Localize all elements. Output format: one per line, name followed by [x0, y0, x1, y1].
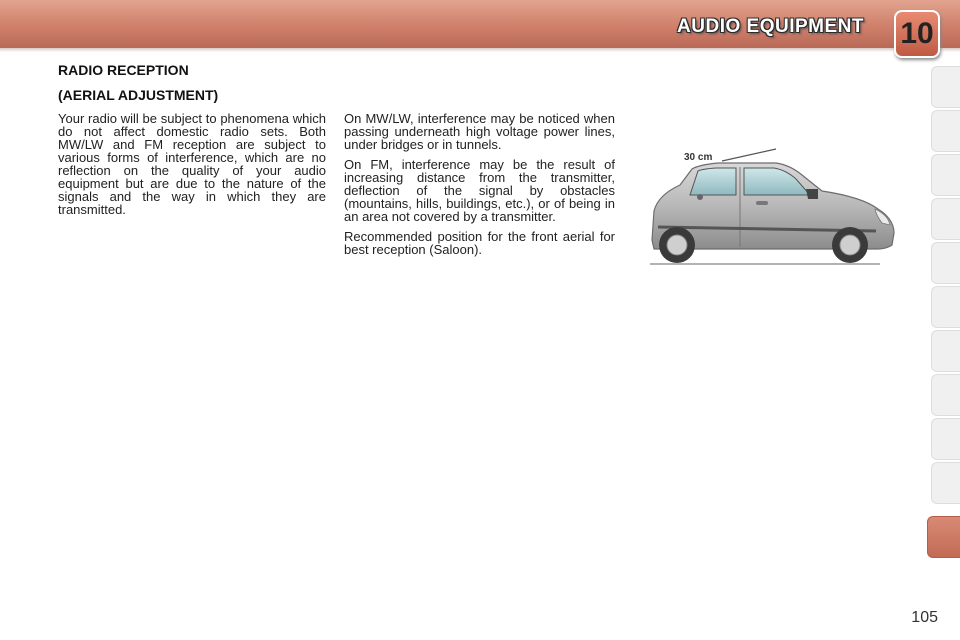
side-tab[interactable] [931, 286, 960, 328]
right-paragraph-recommended: Recommended position for the front aerial for best reception (Saloon). [344, 229, 615, 257]
side-tab[interactable] [931, 198, 960, 240]
side-tab[interactable] [931, 330, 960, 372]
header-shadow [0, 48, 960, 52]
side-tab-active[interactable] [927, 516, 960, 558]
right-paragraph-mwlw: On MW/LW, interference may be noticed when passing underneath high voltage power lines, under bridges or in tunnels. [344, 111, 615, 152]
side-tab[interactable] [931, 242, 960, 284]
section-subtitle: (AERIAL ADJUSTMENT) [58, 87, 219, 103]
aerial-length-label: 30 cm [684, 152, 713, 163]
side-tab[interactable] [931, 110, 960, 152]
chapter-title: AUDIO EQUIPMENT [677, 16, 864, 37]
side-tab[interactable] [931, 462, 960, 504]
chapter-side-tabs [926, 66, 960, 576]
side-tab[interactable] [931, 66, 960, 108]
car-icon [640, 145, 900, 270]
page-number: 105 [911, 609, 938, 626]
chapter-number-badge: 10 [894, 10, 940, 58]
section-title: RADIO RECEPTION [58, 62, 189, 78]
side-tab[interactable] [931, 374, 960, 416]
car-aerial-illustration [640, 145, 900, 270]
side-tab[interactable] [931, 154, 960, 196]
side-tab[interactable] [931, 418, 960, 460]
left-column [58, 112, 326, 223]
right-column [344, 112, 615, 263]
right-paragraph-fm: On FM, interference may be the result of increasing distance from the transmitter, deflection of the signal by obstacles (mountains, hills, buildings, etc.), or of being in an area not covered by a transmitter. [344, 157, 615, 224]
left-paragraph: Your radio will be subject to phenomena which do not affect domestic radio sets. Both MW/LW and FM reception are subject to various forms of interference, which are no reflection on the quality of your audio equipment but are due to the nature of the signals and the way in which they are transmitted. [58, 111, 326, 217]
